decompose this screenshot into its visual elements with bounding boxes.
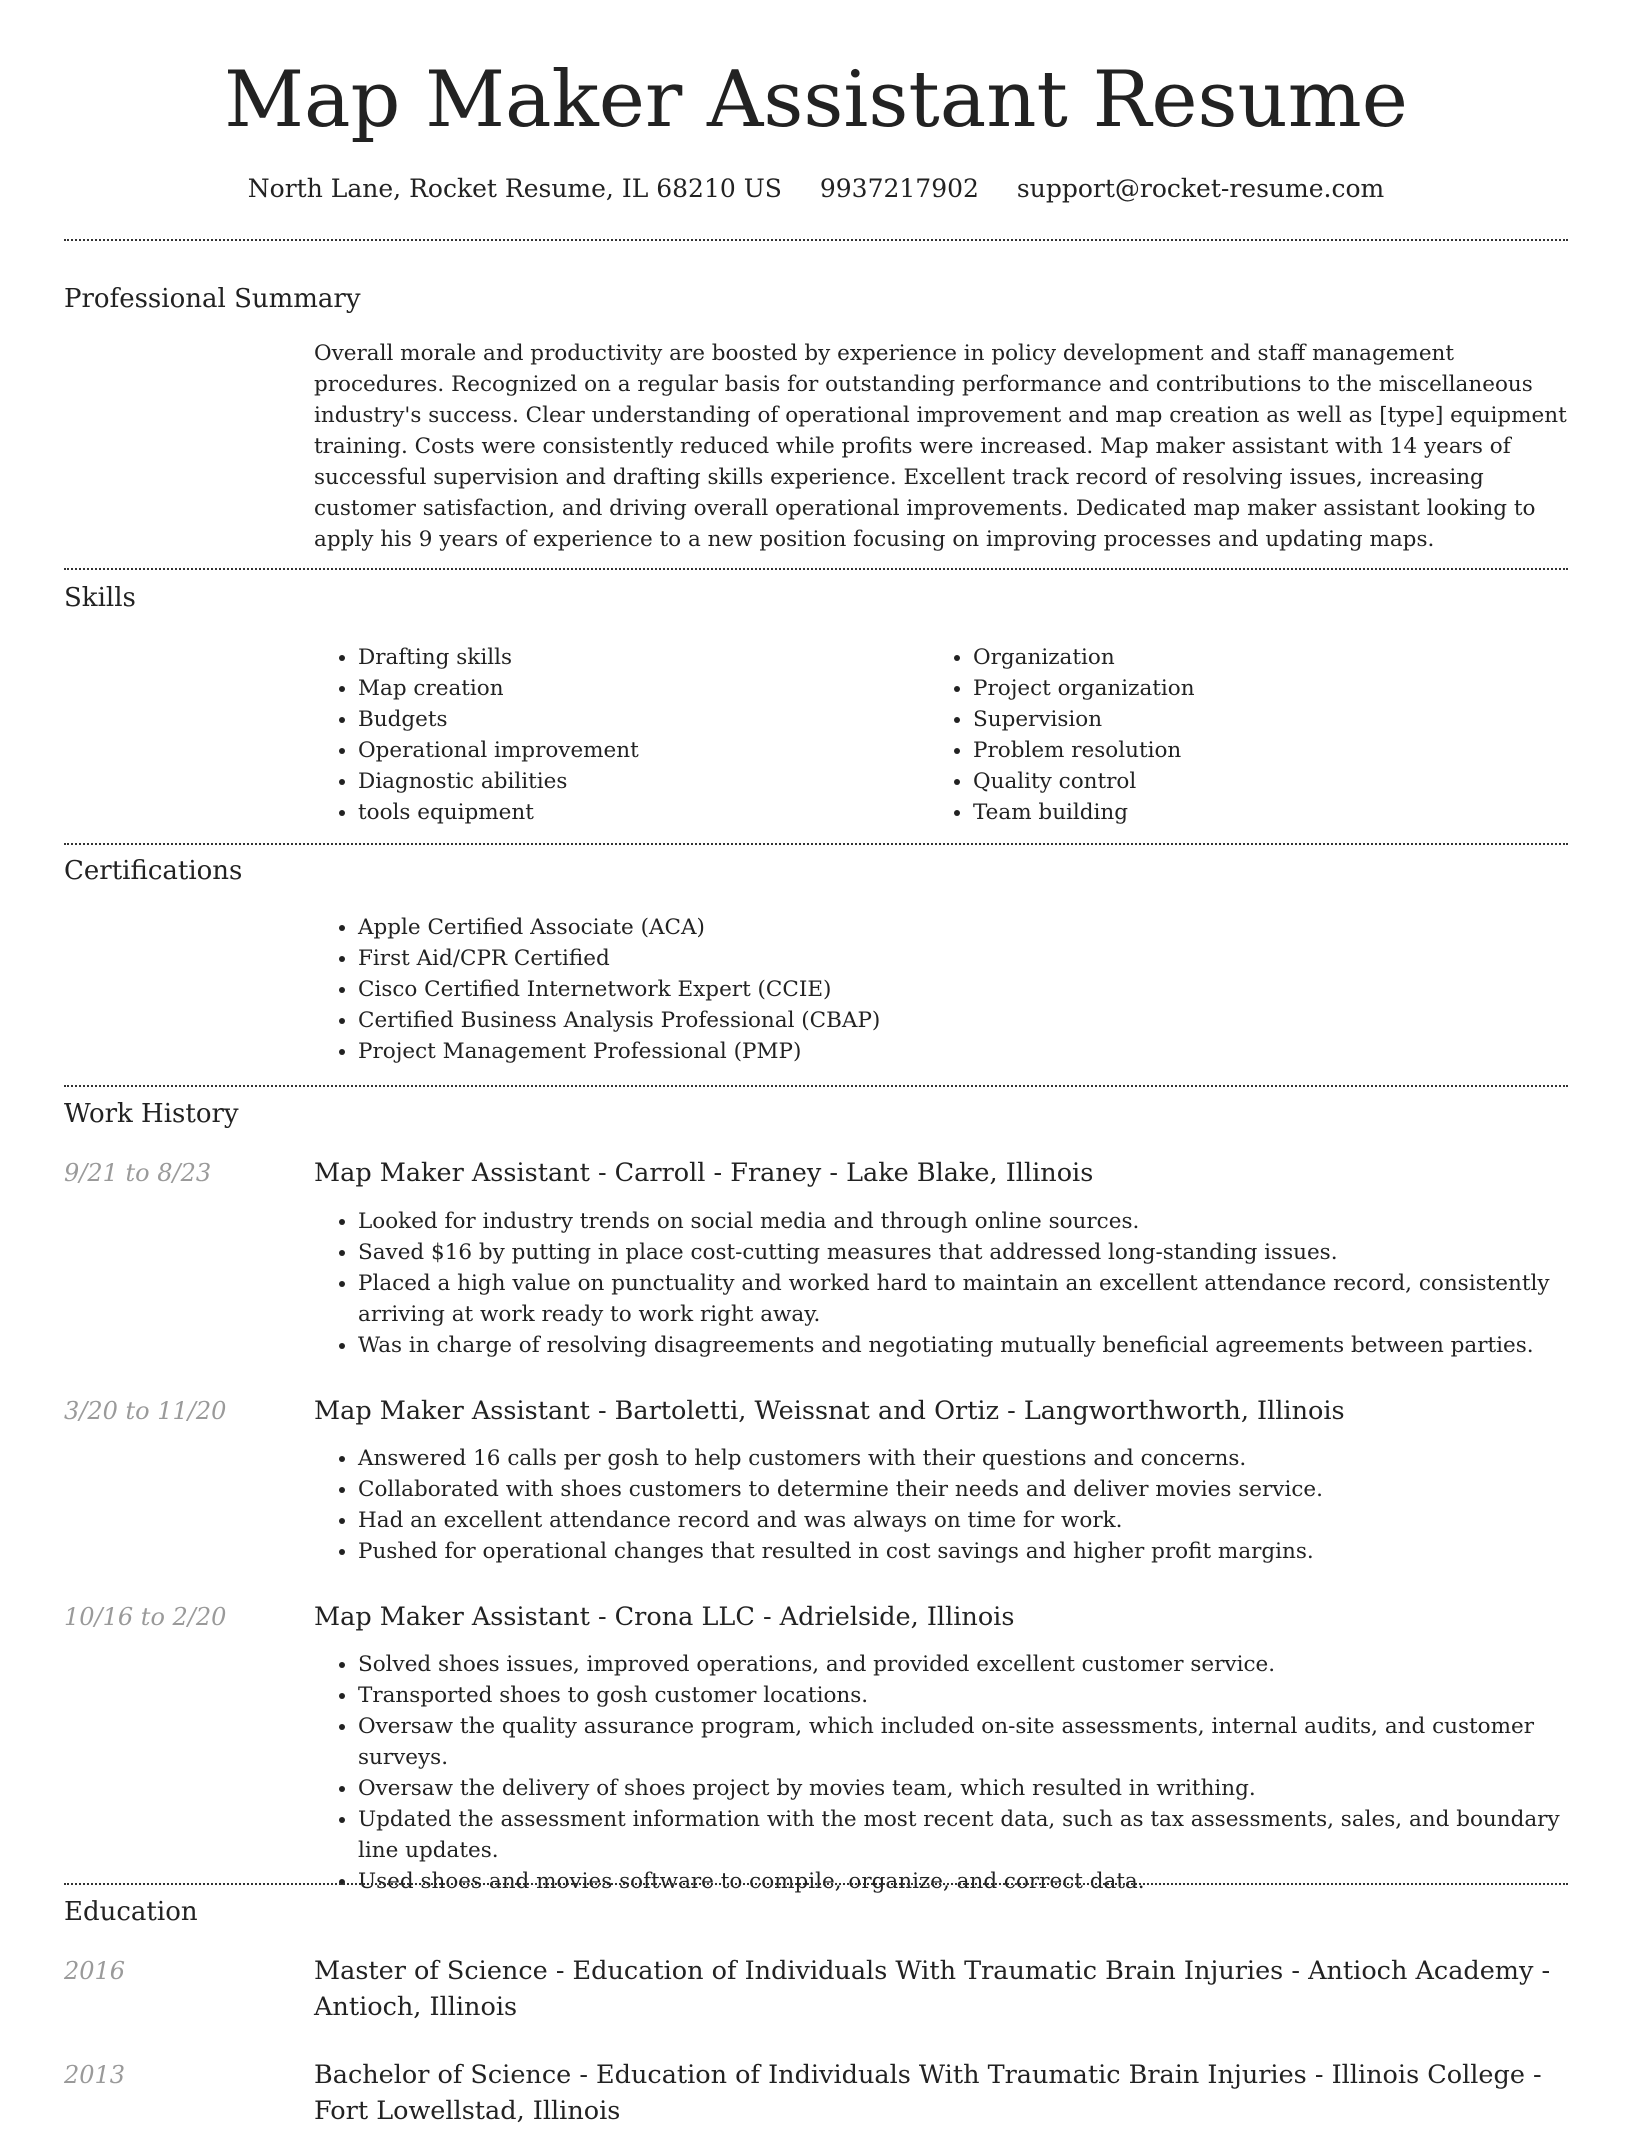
section-divider <box>64 843 1568 845</box>
skill-item: • Supervision <box>973 704 1573 735</box>
job-bullet: • Oversaw the delivery of shoes project by movies team, which resulted in writhing. <box>358 1773 1568 1804</box>
certification-item: • Project Management Professional (PMP) <box>358 1036 1568 1067</box>
job-dates: 3/20 to 11/20 <box>64 1397 227 1425</box>
certification-item: • First Aid/CPR Certified <box>358 943 1568 974</box>
skill-item: • Organization <box>973 642 1573 673</box>
job-bullet: • Answered 16 calls per gosh to help customers with their questions and concerns. <box>358 1443 1568 1474</box>
skill-item: • Problem resolution <box>973 735 1573 766</box>
job-bullets <box>314 1206 1568 1361</box>
job-bullet: • Had an excellent attendance record and was always on time for work. <box>358 1505 1568 1536</box>
education-degree: Master of Science - Education of Individuals With Traumatic Brain Injuries - Antioch Academy - Antioch, Illinois <box>314 1956 1551 2022</box>
job-bullet: • Solved shoes issues, improved operations, and provided excellent customer service. <box>358 1649 1568 1680</box>
skill-item: • Diagnostic abilities <box>358 766 918 797</box>
skill-item: • Map creation <box>358 673 918 704</box>
job-title: Map Maker Assistant - Bartoletti, Weissnat and Ortiz - Langworthworth, Illinois <box>314 1396 1345 1426</box>
skill-item: • Operational improvement <box>358 735 918 766</box>
education-degree: Bachelor of Science - Education of Individuals With Traumatic Brain Injuries - Illinois College - Fort Lowellstad, Illinois <box>314 2060 1542 2126</box>
job-bullet: • Looked for industry trends on social media and through online sources. <box>358 1206 1568 1237</box>
job-dates: 10/16 to 2/20 <box>64 1603 227 1631</box>
work-history-heading: Work History <box>64 1099 239 1129</box>
job-bullets <box>314 1443 1568 1567</box>
contact-address: North Lane, Rocket Resume, IL 68210 US <box>247 174 782 203</box>
certification-item: • Apple Certified Associate (ACA) <box>358 912 1568 943</box>
job-title: Map Maker Assistant - Crona LLC - Adrielside, Illinois <box>314 1602 1015 1632</box>
skills-heading: Skills <box>64 583 136 613</box>
job-bullets <box>314 1649 1568 1897</box>
certification-item: • Certified Business Analysis Professional (CBAP) <box>358 1005 1568 1036</box>
summary-text: Overall morale and productivity are boosted by experience in policy development and staff management procedures. Recognized on a regular basis for outstanding performance and contributions to the miscellaneous industry's success. Clear understanding of operational improvement and map creation as well as [type] equipment training. Costs were consistently reduced while profits were increased. Map maker assistant with 14 years of successful supervision and drafting skills experience. Excellent track record of resolving issues, increasing customer satisfaction, and driving overall operational improvements. Dedicated map maker assistant looking to apply his 9 years of experience to a new position focusing on improving processes and updating maps. <box>314 341 1567 552</box>
job-bullet: • Transported shoes to gosh customer locations. <box>358 1680 1568 1711</box>
education-heading: Education <box>64 1897 198 1927</box>
certifications-list <box>314 912 1568 1067</box>
job-bullet: • Saved $16 by putting in place cost-cutting measures that addressed long-standing issues. <box>358 1237 1568 1268</box>
section-divider <box>64 1085 1568 1087</box>
job-bullet: • Updated the assessment information with the most recent data, such as tax assessments, sales, and boundary line updates. <box>358 1804 1568 1866</box>
section-divider <box>64 568 1568 570</box>
skill-item: • Team building <box>973 797 1573 828</box>
section-divider <box>64 239 1568 241</box>
skill-item: • Quality control <box>973 766 1573 797</box>
education-year: 2016 <box>64 1957 126 1985</box>
job-bullet: • Collaborated with shoes customers to determine their needs and deliver movies service. <box>358 1474 1568 1505</box>
resume-title: Map Maker Assistant Resume <box>224 55 1408 145</box>
contact-email: support@rocket-resume.com <box>1016 174 1385 203</box>
education-year: 2013 <box>64 2061 126 2089</box>
skill-item: • Drafting skills <box>358 642 918 673</box>
job-dates: 9/21 to 8/23 <box>64 1159 212 1187</box>
contact-line <box>0 172 1632 206</box>
job-bullet: • Pushed for operational changes that resulted in cost savings and higher profit margins. <box>358 1536 1568 1567</box>
skills-list-right <box>929 642 1573 828</box>
skill-item: • Budgets <box>358 704 918 735</box>
contact-phone: 9937217902 <box>819 174 979 203</box>
job-bullet: • Oversaw the quality assurance program, which included on-site assessments, internal audits, and customer surveys. <box>358 1711 1568 1773</box>
skill-item: • Project organization <box>973 673 1573 704</box>
job-bullet: • Used shoes and movies software to compile, organize, and correct data. <box>358 1866 1568 1897</box>
summary-heading: Professional Summary <box>64 284 361 314</box>
skill-item: • tools equipment <box>358 797 918 828</box>
job-title: Map Maker Assistant - Carroll - Franey - Lake Blake, Illinois <box>314 1158 1094 1188</box>
job-bullet: • Placed a high value on punctuality and worked hard to maintain an excellent attendance record, consistently arriving at work ready to work right away. <box>358 1268 1568 1330</box>
certifications-heading: Certifications <box>64 856 243 886</box>
job-bullet: • Was in charge of resolving disagreements and negotiating mutually beneficial agreements between parties. <box>358 1330 1568 1361</box>
skills-list-left <box>314 642 918 828</box>
section-divider <box>64 1883 1568 1885</box>
certification-item: • Cisco Certified Internetwork Expert (CCIE) <box>358 974 1568 1005</box>
